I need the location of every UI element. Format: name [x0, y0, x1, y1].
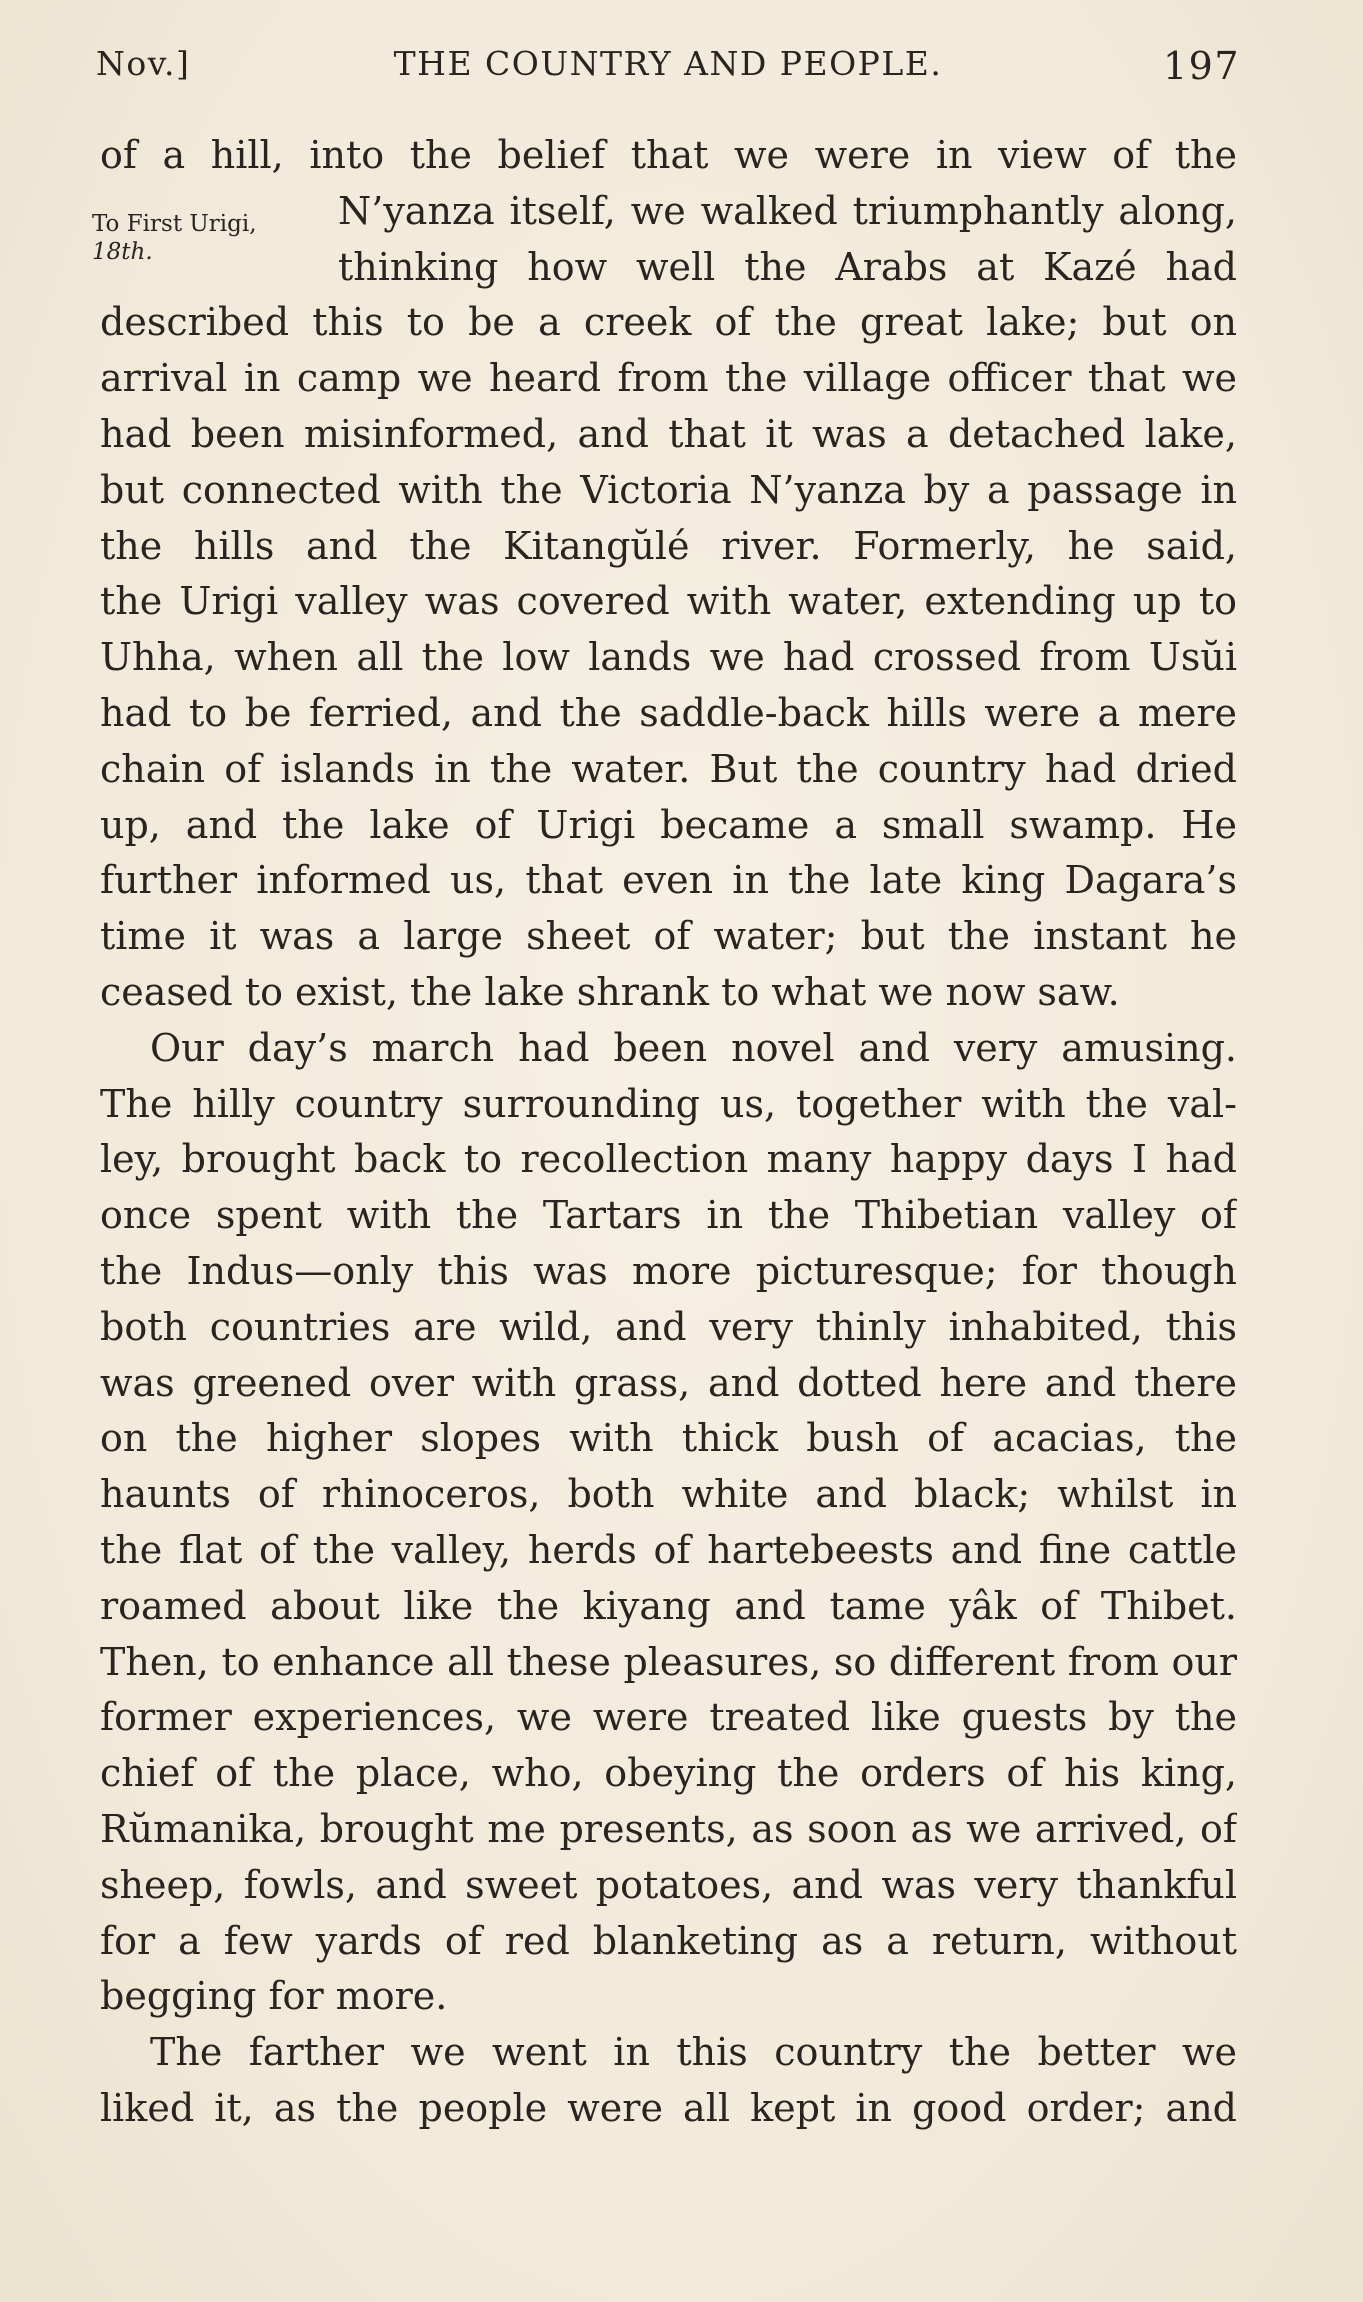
text-line: the flat of the valley, herds of hartebeests and fine cattle	[100, 1527, 1237, 1572]
text-line: the Indus—only this was more picturesque; for though	[100, 1248, 1237, 1293]
text-line: had been misinformed, and that it was a detached lake,	[100, 411, 1237, 456]
text-line: on the higher slopes with thick bush of acacias, the	[100, 1416, 1237, 1461]
text-line: Uhha, when all the low lands we had crossed from Usŭi	[100, 635, 1237, 680]
text-line: haunts of rhinoceros, both white and black; whilst in	[100, 1472, 1237, 1517]
running-head-title: THE COUNTRY AND PEOPLE.	[393, 44, 943, 83]
text-line: Our day’s march had been novel and very amusing.	[150, 1025, 1237, 1070]
text-line: Rŭmanika, brought me presents, as soon as we arrived, of	[100, 1806, 1237, 1851]
running-head	[96, 44, 1240, 100]
text-line: the Urigi valley was covered with water, extending up to	[100, 579, 1237, 624]
text-line: The farther we went in this country the better we	[150, 2030, 1237, 2075]
text-line: once spent with the Tartars in the Thibetian valley of	[100, 1193, 1237, 1238]
text-line: ceased to exist, the lake shrank to what we now saw.	[100, 969, 1120, 1014]
text-line: both countries are wild, and very thinly inhabited, this	[100, 1304, 1237, 1349]
text-line: was greened over with grass, and dotted here and there	[100, 1360, 1237, 1405]
text-line: chief of the place, who, obeying the orders of his king,	[100, 1751, 1237, 1796]
text-line: chain of islands in the water. But the country had dried	[100, 746, 1237, 791]
margin-note-place: To First Urigi,	[92, 211, 257, 237]
text-line: the hills and the Kitangŭlé river. Formerly, he said,	[100, 523, 1237, 568]
text-line: ley, brought back to recollection many happy days I had	[100, 1137, 1237, 1182]
running-head-month: Nov.]	[96, 44, 191, 83]
text-line: sheep, fowls, and sweet potatoes, and was very thankful	[100, 1862, 1237, 1907]
text-line: former experiences, we were treated like guests by the	[100, 1695, 1237, 1740]
text-line: roamed about like the kiyang and tame yâk of Thibet.	[100, 1583, 1237, 1628]
text-line: described this to be a creek of the great lake; but on	[100, 300, 1237, 345]
text-line: The hilly country surrounding us, together with the val-	[100, 1081, 1237, 1126]
text-line: arrival in camp we heard from the village officer that we	[100, 356, 1237, 401]
text-line: up, and the lake of Urigi became a small swamp. He	[100, 802, 1237, 847]
margin-note-date: 18th.	[92, 239, 153, 265]
text-line: begging for more.	[100, 1974, 448, 2019]
page-number: 197	[1162, 44, 1240, 88]
text-line: for a few yards of red blanketing as a return, without	[100, 1918, 1237, 1963]
text-line: further informed us, that even in the late king Dagara’s	[100, 858, 1237, 903]
text-line: time it was a large sheet of water; but the instant he	[100, 914, 1237, 959]
text-line: thinking how well the Arabs at Kazé had	[338, 244, 1237, 289]
text-line: N’yanza itself, we walked triumphantly along,	[338, 188, 1237, 233]
text-line: had to be ferried, and the saddle-back hills were a mere	[100, 690, 1237, 735]
text-line: but connected with the Victoria N’yanza by a passage in	[100, 467, 1237, 512]
text-line: of a hill, into the belief that we were in view of the	[100, 133, 1237, 177]
body-text	[100, 128, 1237, 2137]
text-line: Then, to enhance all these pleasures, so different from our	[100, 1639, 1237, 1684]
text-line: liked it, as the people were all kept in good order; and	[100, 2085, 1237, 2130]
